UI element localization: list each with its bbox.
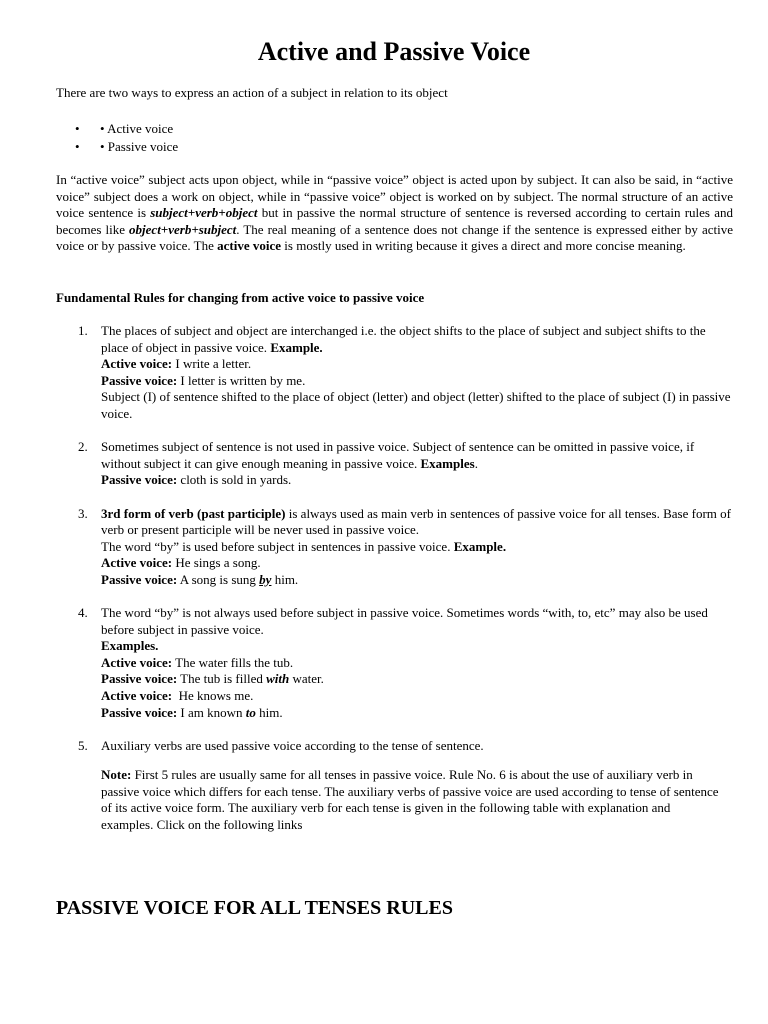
rule-sentence: Sometimes subject of sentence is not used in passive voice. Subject of sentence can be omitted in passive voice, if without subject it can give enough meaning in passive voice. xyxy=(101,439,695,471)
example-line xyxy=(101,356,733,373)
paragraph-text: is mostly used in writing because it gives a direct and more concise meaning. xyxy=(281,238,686,254)
passive-voice-label: Passive voice: xyxy=(101,372,178,388)
rule-text xyxy=(101,539,733,556)
rule-sentence: The word “by” is used before subject in sentences in passive voice. xyxy=(101,538,454,554)
example-text: him. xyxy=(271,571,299,587)
example-text: He sings a song. xyxy=(172,555,261,571)
example-label: Example. xyxy=(453,538,507,554)
example-line xyxy=(101,373,733,390)
list-item xyxy=(56,138,736,156)
example-label: Examples. xyxy=(101,638,159,654)
passive-voice-label: Passive voice: xyxy=(101,671,178,687)
rule-number: 3. xyxy=(78,505,88,521)
paragraph-text: . The real meaning of a sentence does not change if the sentence is expressed either by active voice or by passive voice. The xyxy=(56,221,733,254)
example-text: I write a letter. xyxy=(172,356,252,372)
example-line xyxy=(101,688,733,705)
example-line xyxy=(101,655,733,672)
example-text: I letter is written by me. xyxy=(177,372,306,388)
rule-number: 4. xyxy=(78,605,88,621)
passive-voice-label: Passive voice: xyxy=(101,472,178,488)
example-line xyxy=(101,705,733,722)
emphasis-text: active voice xyxy=(217,238,282,254)
rule-number: 1. xyxy=(78,323,88,338)
active-voice-label: Active voice: xyxy=(101,654,173,670)
rule-sentence: is always used as main verb in sentences of passive voice for all tenses. Base form of verb or present participle will be never used in passive voice. xyxy=(101,505,731,538)
example-text: A song is sung xyxy=(177,571,260,587)
example-text: I am known xyxy=(177,704,246,720)
rules-list xyxy=(56,323,733,771)
intro-text: There are two ways to express an action of a subject in relation to its object xyxy=(56,85,448,100)
example-label: Example. xyxy=(270,339,323,355)
active-voice-label: Active voice: xyxy=(101,688,173,704)
preposition-emphasis: by xyxy=(259,571,272,587)
note-label: Note: xyxy=(101,767,132,782)
rule-text xyxy=(101,439,733,472)
passive-voice-label: Passive voice: xyxy=(101,704,178,720)
list-item-text: • Active voice xyxy=(100,121,174,136)
explanation-paragraph xyxy=(56,172,733,255)
example-line xyxy=(101,671,733,688)
rule-item xyxy=(56,323,733,423)
rule-item xyxy=(56,439,733,489)
formula-passive: object+verb+subject xyxy=(129,221,237,237)
punctuation: . xyxy=(474,455,478,471)
example-text: him. xyxy=(255,704,283,720)
section-heading: PASSIVE VOICE FOR ALL TENSES RULES xyxy=(56,897,453,919)
active-voice-label: Active voice: xyxy=(101,555,173,571)
rules-heading: Fundamental Rules for changing from active voice to passive voice xyxy=(56,290,425,305)
rule-number: 5. xyxy=(78,737,88,753)
paragraph-text: In “active voice” subject acts upon object, while in “passive voice” object is acted upon by subject. It can also be said, in “active voice” subject does a work on object, while in “passive voice” object is worked on by subject. The normal structure of an active voice sentence is xyxy=(56,172,733,221)
rule-explanation: Subject (I) of sentence shifted to the place of object (letter) and object (letter) shifted to the place of subject (I) in passive voice. xyxy=(101,389,731,421)
example-text: water. xyxy=(289,671,324,687)
example-text: He knows me. xyxy=(172,688,254,704)
formula-active: subject+verb+object xyxy=(150,205,258,221)
example-label: Examples xyxy=(420,455,475,471)
example-line xyxy=(101,572,733,589)
rule-item xyxy=(56,605,733,721)
bullet-icon: • xyxy=(75,139,80,154)
example-text: The water fills the tub. xyxy=(172,654,294,670)
preposition-emphasis: to xyxy=(245,704,256,720)
rule-item xyxy=(56,506,733,589)
note-paragraph xyxy=(101,767,721,833)
example-text: The tub is filled xyxy=(177,671,267,687)
bullet-icon: • xyxy=(75,121,80,136)
paragraph-text: but in passive the normal structure of sentence is reversed according to certain rules and becomes like xyxy=(56,205,733,237)
rule-item xyxy=(56,738,733,755)
list-item xyxy=(56,120,736,138)
rule-text: Auxiliary verbs are used passive voice according to the tense of sentence. xyxy=(101,737,484,753)
rule-number: 2. xyxy=(78,439,88,455)
voice-types-list xyxy=(56,120,736,156)
rule-text xyxy=(101,506,733,539)
rule-text xyxy=(101,323,733,356)
example-line xyxy=(101,555,733,572)
example-line xyxy=(101,472,733,489)
example-text: cloth is sold in yards. xyxy=(177,472,292,488)
rule-text: The word “by” is not always used before subject in passive voice. Sometimes words “with, to, etc” may also be used before subject in passive voice. xyxy=(101,605,708,637)
rule-sentence: The places of subject and object are interchanged i.e. the object shifts to the place of subject and subject shifts to the place of object in passive voice. xyxy=(101,323,706,355)
page-title: Active and Passive Voice xyxy=(257,37,531,66)
list-item-text: • Passive voice xyxy=(100,139,179,154)
note-text: First 5 rules are usually same for all tenses in passive voice. Rule No. 6 is about the use of auxiliary verb in passive voice which differs for each tense. The auxiliary verbs of passive voice are used according to tense of sentence of its active voice form. The auxiliary verb for each tense is given in the following table with explanation and examples. Click on the following links xyxy=(101,767,719,832)
example-line xyxy=(101,638,733,655)
emphasis-text: 3rd form of verb (past participle) xyxy=(101,505,286,521)
passive-voice-label: Passive voice: xyxy=(101,571,178,587)
active-voice-label: Active voice: xyxy=(101,356,173,372)
preposition-emphasis: with xyxy=(266,671,290,687)
